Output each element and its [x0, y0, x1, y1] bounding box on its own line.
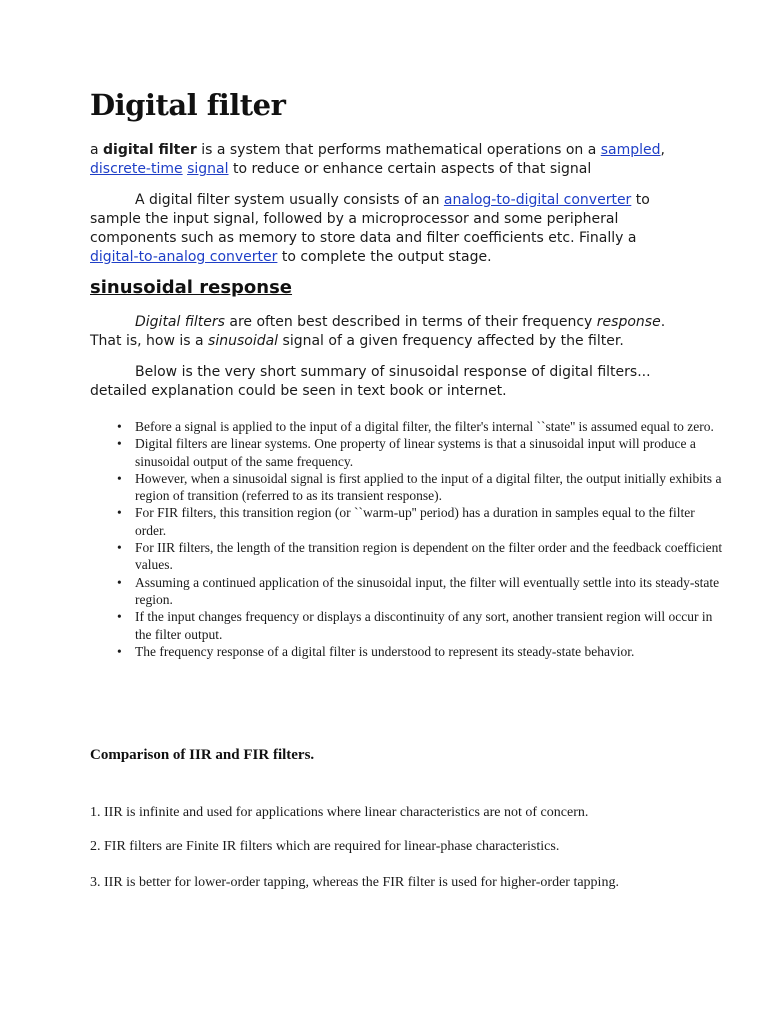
- emphasis-text: Digital filters: [135, 314, 225, 330]
- adc-text: to sample the input signal, followed by a microprocessor and some peripheral components such as memory to store data and filter coefficients etc. Finally a: [90, 192, 650, 246]
- adc-text: A digital filter system usually consists of an: [135, 192, 444, 208]
- list-item: • For FIR filters, this transition region (or ``warm-up'' period) has a duration in samples equal to the filter order.: [135, 504, 725, 539]
- list-item: • If the input changes frequency or displays a discontinuity of any sort, another transient region will occur in the filter output.: [135, 608, 725, 643]
- comparison-item: 3. IIR is better for lower-order tapping, whereas the FIR filter is used for higher-order tapping.: [90, 875, 619, 890]
- intro-text: a: [90, 142, 104, 158]
- intro-paragraph: [90, 141, 680, 179]
- comparison-item: 1. IIR is infinite and used for applications where linear characteristics are not of concern.: [90, 805, 589, 820]
- adc-paragraph: [90, 191, 680, 267]
- list-item: • For IIR filters, the length of the transition region is dependent on the filter order and the feedback coefficient values.: [135, 539, 725, 574]
- intro-bold-term: digital filter: [103, 142, 197, 158]
- link-sampled[interactable]: sampled: [600, 142, 661, 158]
- body-text: are often best described in terms of their frequency: [224, 314, 597, 330]
- body-text: . That is, how is a: [90, 314, 666, 349]
- frequency-response-paragraph: [90, 313, 680, 351]
- list-item: • Digital filters are linear systems. One property of linear systems is that a sinusoidal input will produce a sinusoidal output of the same frequency.: [135, 435, 725, 470]
- list-item: • However, when a sinusoidal signal is first applied to the input of a digital filter, the output initially exhibits a region of transition (referred to as its transient response).: [135, 470, 725, 505]
- link-discrete-time[interactable]: discrete-time: [90, 161, 183, 177]
- link-digital-to-analog-converter[interactable]: digital-to-analog converter: [90, 249, 278, 265]
- comparison-item: 2. FIR filters are Finite IR filters which are required for linear-phase characteristics.: [90, 839, 560, 854]
- list-item: • The frequency response of a digital filter is understood to represent its steady-state behavior.: [135, 643, 725, 660]
- bullet-list: [90, 418, 725, 660]
- emphasis-text: sinusoidal: [208, 333, 279, 349]
- list-item: • Assuming a continued application of the sinusoidal input, the filter will eventually settle into its steady-state region.: [135, 574, 725, 609]
- intro-text: ,: [660, 142, 665, 158]
- intro-text: is a system that performs mathematical operations on a: [196, 142, 601, 158]
- link-signal[interactable]: signal: [187, 161, 229, 177]
- section-heading-sinusoidal-response: sinusoidal response: [90, 277, 293, 298]
- page-title: Digital filter: [90, 88, 286, 122]
- adc-text: to complete the output stage.: [277, 249, 492, 265]
- list-item: • Before a signal is applied to the input of a digital filter, the filter's internal ``state'' is assumed equal to zero.: [135, 418, 725, 435]
- summary-paragraph: Below is the very short summary of sinusoidal response of digital filters... detailed explanation could be seen in text book or internet.: [90, 364, 651, 399]
- body-text: signal of a given frequency affected by the filter.: [278, 333, 624, 349]
- intro-text: to reduce or enhance certain aspects of that signal: [228, 161, 592, 177]
- comparison-heading: Comparison of IIR and FIR filters.: [90, 747, 315, 763]
- emphasis-text: response: [596, 314, 661, 330]
- link-analog-to-digital-converter[interactable]: analog-to-digital converter: [443, 192, 632, 208]
